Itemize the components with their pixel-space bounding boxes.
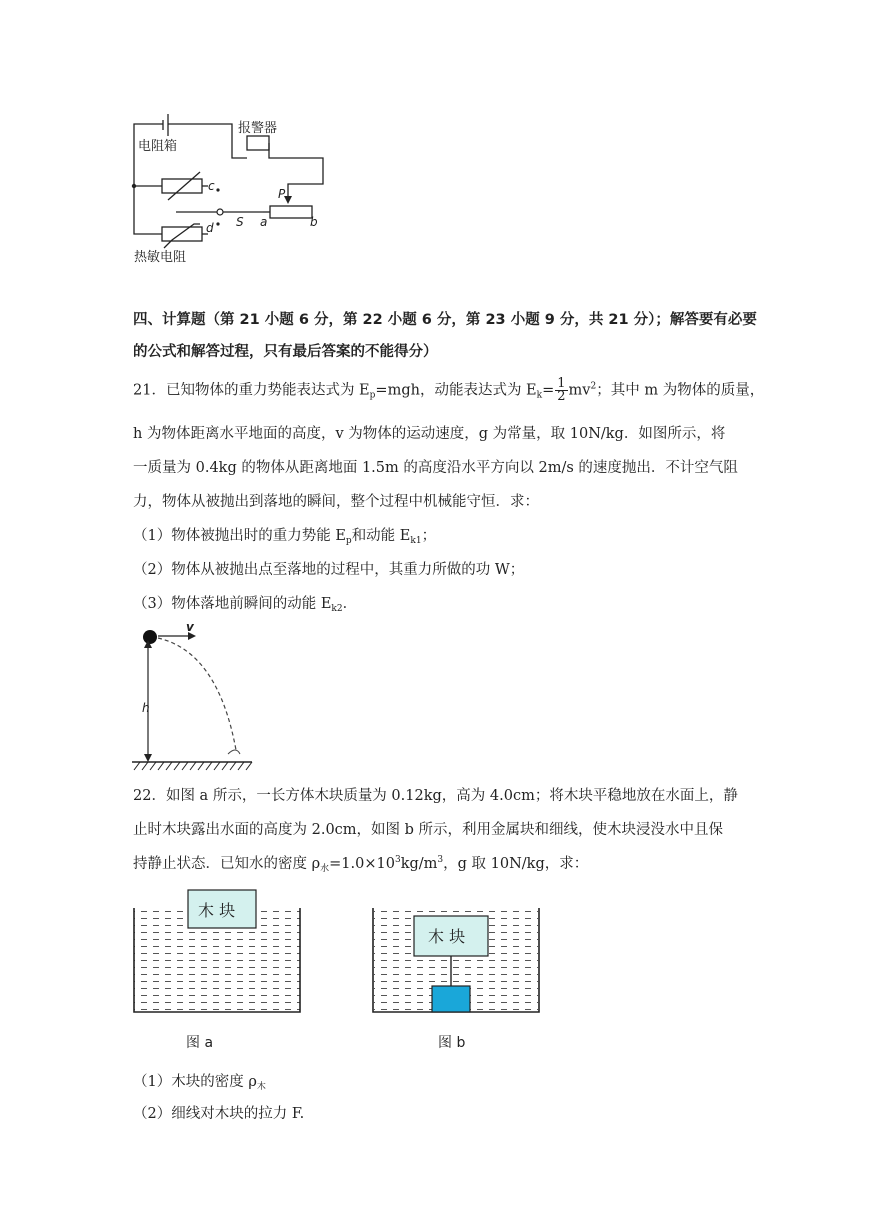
velocity-label: v	[186, 622, 194, 634]
q21-line4: 力，物体从被抛出到落地的瞬间，整个过程中机械能守恒．求：	[133, 494, 539, 510]
q22-sub2: （2）细线对木块的拉力 F.	[133, 1106, 305, 1122]
block-label-b: 木 块	[428, 927, 466, 946]
fig-b-caption: 图 b	[438, 1035, 466, 1051]
q22-sub1: （1）木块的密度 $\rho_木$	[133, 1074, 266, 1092]
q22-line1: 22．如图 a 所示，一长方体木块质量为 0.12kg，高为 4.0cm；将木块平稳地放在水面上，静	[133, 788, 738, 804]
q22-line2: 止时木块露出水面的高度为 2.0cm，如图 b 所示，利用金属块和细线，使木块浸没水中且保	[133, 822, 724, 838]
label-c: c	[208, 179, 215, 193]
section-heading-line1: 四、计算题（第 21 小题 6 分，第 22 小题 6 分，第 23 小题 9 分，共 21 分）；解答要有必要	[133, 312, 757, 328]
water-figures	[128, 880, 548, 1060]
projectile-figure	[128, 622, 258, 772]
label-b: b	[310, 215, 318, 229]
height-label: h	[142, 701, 150, 715]
label-d: d	[206, 221, 214, 235]
q21-line2: h 为物体距离水平地面的高度，v 为物体的运动速度，g 为常量，取 10N/kg．如图所示，将	[133, 426, 726, 442]
q21-line1: 21．已知物体的重力势能表达式为 $E_p=mgh$，动能表达式为 $E_k=$ $\frac{1}{2}$ $mv^2$；其中 m 为物体的质量，	[133, 376, 765, 404]
q21-sub1: （1）物体被抛出时的重力势能 $E_p$和动能 $E_{k1}$；	[133, 528, 437, 546]
label-s: S	[236, 215, 244, 229]
label-a: a	[260, 215, 268, 229]
block-label-a: 木 块	[198, 901, 236, 920]
thermistor-label: 热敏电阻	[134, 250, 187, 265]
label-p: P	[278, 187, 286, 201]
fraction-half: $\frac{1}{2}$	[557, 376, 566, 404]
resistor-box-label: 电阻箱	[138, 139, 178, 154]
circuit-diagram	[120, 108, 350, 273]
section-heading-line2: 的公式和解答过程，只有最后答案的不能得分）	[133, 344, 438, 360]
alarm-label: 报警器	[238, 121, 278, 136]
q22-line3: 持静止状态．已知水的密度 $\rho_水=1.0\times 10^3kg/m^3$，g 取 10N/kg，求：	[133, 855, 589, 874]
q21-sub2: （2）物体从被抛出点至落地的过程中，其重力所做的功 W；	[133, 562, 525, 578]
q21-sub3: （3）物体落地前瞬间的动能 $E_{k2}$．	[133, 596, 358, 614]
q21-line3: 一质量为 0.4kg 的物体从距离地面 1.5m 的高度沿水平方向以 2m/s 的速度抛出．不计空气阻	[133, 460, 738, 476]
fig-a-caption: 图 a	[186, 1035, 214, 1051]
